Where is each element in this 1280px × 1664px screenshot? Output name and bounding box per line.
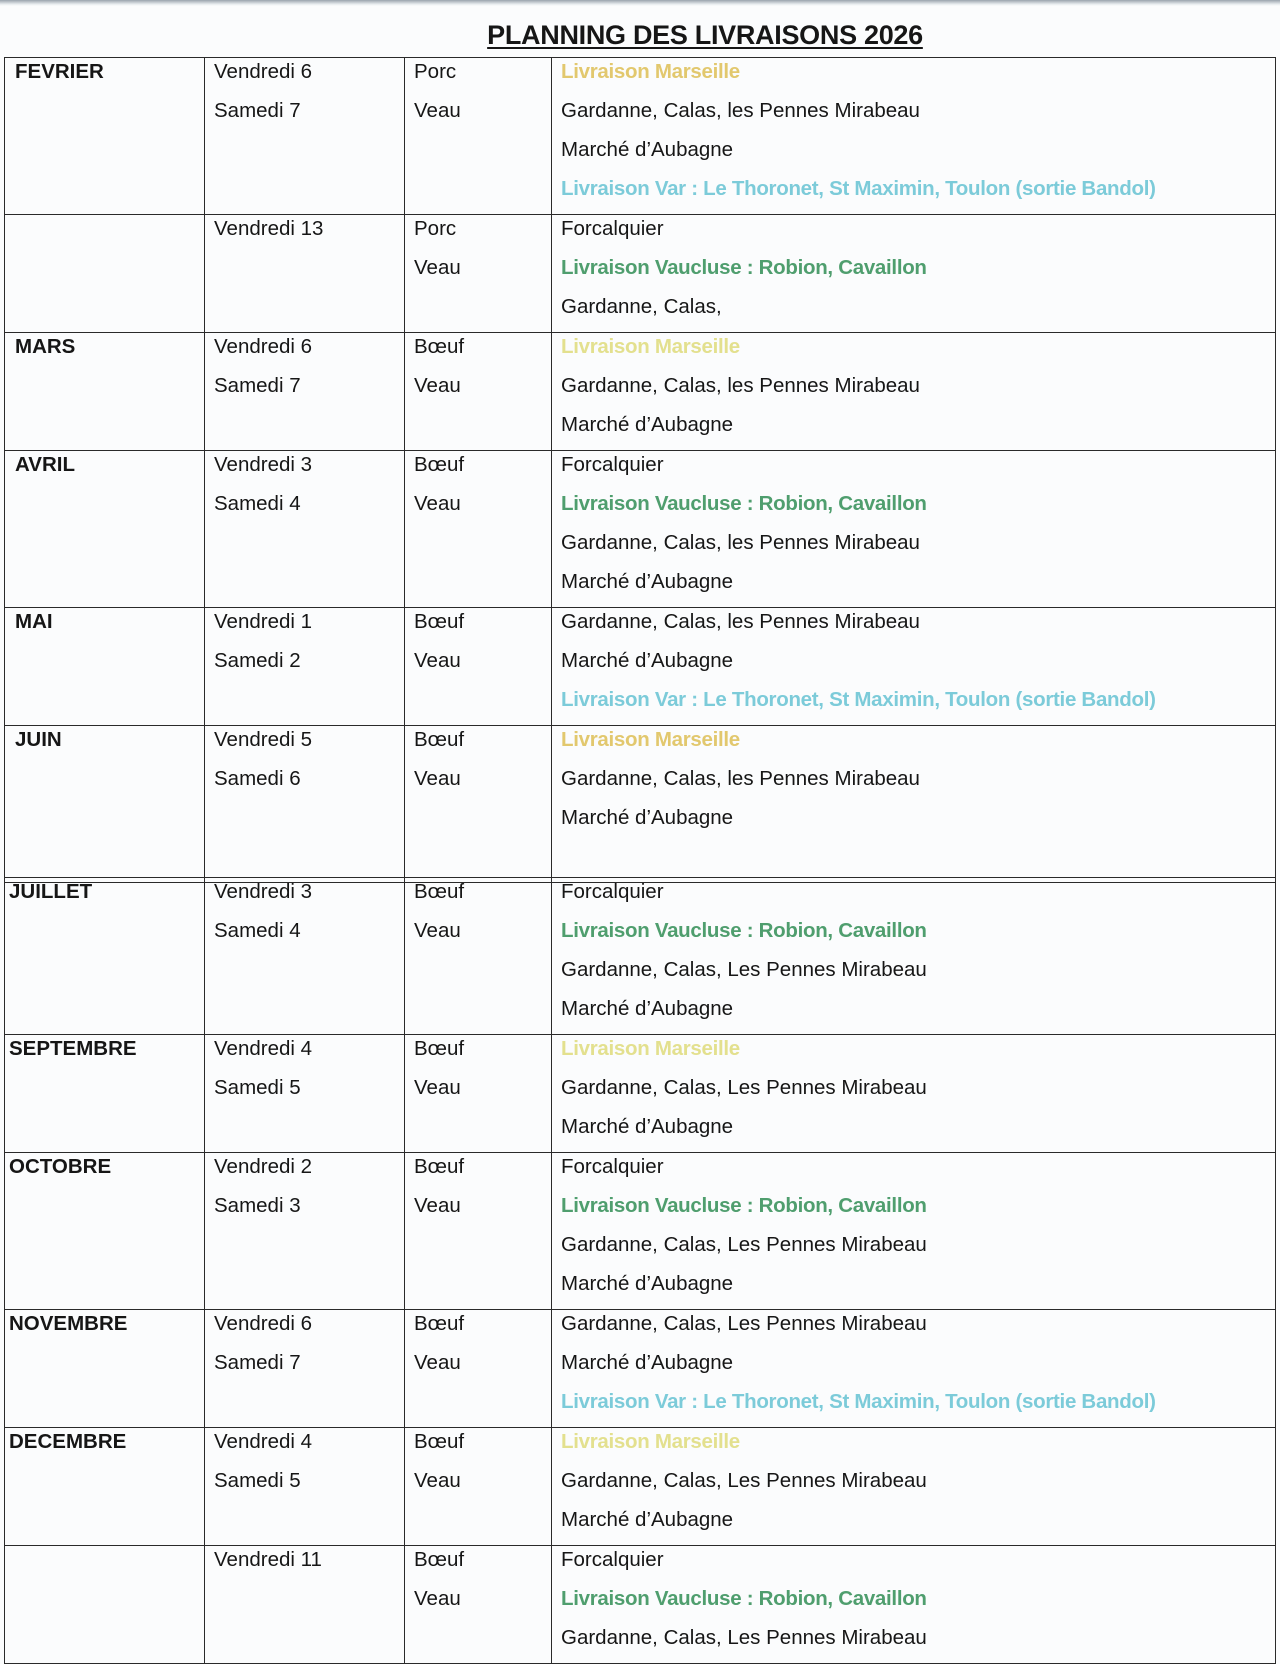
meat-cell: [405, 333, 552, 451]
month-cell: [5, 878, 205, 1035]
meat-type: Porc: [414, 60, 457, 83]
month-cell: [5, 608, 205, 726]
month-cell: [5, 726, 205, 883]
meat-type: Veau: [414, 256, 461, 279]
meat-cell: [405, 215, 552, 333]
month-cell: [5, 1035, 205, 1153]
delivery-stop: Marché d’Aubagne: [561, 413, 734, 436]
delivery-date: Samedi 6: [214, 767, 301, 790]
delivery-date: Vendredi 6: [214, 60, 313, 83]
month-label: OCTOBRE: [9, 1155, 112, 1178]
delivery-date: Samedi 4: [214, 919, 301, 942]
delivery-date: Vendredi 2: [214, 1155, 313, 1178]
route-cell: [552, 1310, 1276, 1428]
delivery-date: Samedi 3: [214, 1194, 301, 1217]
page-title: [0, 20, 1280, 51]
delivery-date: Vendredi 3: [214, 880, 313, 903]
delivery-stop: Marché d’Aubagne: [561, 138, 734, 161]
schedule-row: [5, 333, 1276, 451]
meat-cell: [405, 451, 552, 608]
delivery-stop: Marché d’Aubagne: [561, 806, 734, 829]
dates-cell: [205, 1035, 405, 1153]
meat-cell: [405, 1153, 552, 1310]
meat-type: Veau: [414, 1076, 461, 1099]
delivery-stop: Livraison Vaucluse : Robion, Cavaillon: [561, 492, 927, 515]
delivery-stop: Livraison Var : Le Thoronet, St Maximin, Toulon (sortie Bandol): [561, 1390, 1156, 1413]
dates-cell: [205, 878, 405, 1035]
dates-cell: [205, 1546, 405, 1664]
month-label: MARS: [15, 335, 76, 358]
meat-type: Bœuf: [414, 1548, 465, 1571]
meat-type: Bœuf: [414, 1312, 465, 1335]
schedule-row: [5, 726, 1276, 883]
delivery-stop: Gardanne, Calas, Les Pennes Mirabeau: [561, 1469, 927, 1492]
meat-type: Veau: [414, 767, 461, 790]
delivery-date: Samedi 5: [214, 1076, 301, 1099]
delivery-stop: Gardanne, Calas, les Pennes Mirabeau: [561, 374, 920, 397]
meat-type: Veau: [414, 1587, 461, 1610]
delivery-date: Samedi 5: [214, 1469, 301, 1492]
schedule-row: [5, 1546, 1276, 1664]
delivery-stop: Livraison Marseille: [561, 60, 740, 83]
delivery-stop: Gardanne, Calas, les Pennes Mirabeau: [561, 531, 920, 554]
dates-cell: [205, 215, 405, 333]
schedule-row: [5, 58, 1276, 215]
delivery-date: Vendredi 11: [214, 1548, 322, 1571]
meat-type: Bœuf: [414, 610, 465, 633]
meat-type: Bœuf: [414, 1037, 465, 1060]
delivery-stop: Gardanne, Calas, Les Pennes Mirabeau: [561, 1312, 927, 1335]
meat-type: Bœuf: [414, 335, 465, 358]
meat-cell: [405, 1428, 552, 1546]
delivery-stop: Livraison Var : Le Thoronet, St Maximin, Toulon (sortie Bandol): [561, 177, 1156, 200]
month-label: [5, 215, 204, 254]
delivery-stop: Forcalquier: [561, 453, 664, 476]
delivery-stop: Gardanne, Calas, les Pennes Mirabeau: [561, 610, 920, 633]
route-cell: [552, 451, 1276, 608]
month-cell: [5, 333, 205, 451]
delivery-stop: Gardanne, Calas, Les Pennes Mirabeau: [561, 958, 927, 981]
month-label: NOVEMBRE: [9, 1312, 128, 1335]
meat-type: Veau: [414, 492, 461, 515]
schedule-table-part-2: [4, 877, 1276, 1664]
meat-cell: [405, 726, 552, 883]
meat-type: Veau: [414, 1351, 461, 1374]
delivery-stop: Marché d’Aubagne: [561, 1115, 734, 1138]
month-cell: [5, 1546, 205, 1664]
delivery-stop: Livraison Vaucluse : Robion, Cavaillon: [561, 919, 927, 942]
meat-cell: [405, 1546, 552, 1664]
delivery-date: Vendredi 4: [214, 1430, 313, 1453]
schedule-row: [5, 1310, 1276, 1428]
page-title-text: PLANNING DES LIVRAISONS 2026: [487, 20, 923, 50]
delivery-date: Vendredi 4: [214, 1037, 313, 1060]
delivery-stop: Marché d’Aubagne: [561, 1508, 734, 1531]
month-label: AVRIL: [15, 453, 75, 476]
meat-type: Bœuf: [414, 880, 465, 903]
route-cell: [552, 1428, 1276, 1546]
schedule-row: [5, 608, 1276, 726]
route-cell: [552, 215, 1276, 333]
delivery-date: Samedi 2: [214, 649, 301, 672]
schedule-table-part-1: [4, 57, 1276, 883]
dates-cell: [205, 608, 405, 726]
delivery-date: Samedi 7: [214, 1351, 301, 1374]
meat-type: Bœuf: [414, 1430, 465, 1453]
delivery-stop: Marché d’Aubagne: [561, 1272, 734, 1295]
delivery-stop: Livraison Marseille: [561, 728, 740, 751]
dates-cell: [205, 333, 405, 451]
delivery-date: Samedi 7: [214, 99, 301, 122]
meat-cell: [405, 608, 552, 726]
delivery-stop: Livraison Marseille: [561, 1037, 740, 1060]
delivery-stop: Livraison Marseille: [561, 1430, 740, 1453]
month-label: [5, 1546, 204, 1585]
meat-type: Bœuf: [414, 728, 465, 751]
schedule-row: [5, 215, 1276, 333]
delivery-stop: Livraison Vaucluse : Robion, Cavaillon: [561, 256, 927, 279]
month-cell: [5, 1310, 205, 1428]
schedule-row: [5, 878, 1276, 1035]
delivery-date: Vendredi 3: [214, 453, 313, 476]
route-cell: [552, 58, 1276, 215]
delivery-stop: Livraison Vaucluse : Robion, Cavaillon: [561, 1194, 927, 1217]
delivery-stop: Gardanne, Calas, les Pennes Mirabeau: [561, 767, 920, 790]
month-label: DECEMBRE: [9, 1430, 127, 1453]
meat-type: Veau: [414, 374, 461, 397]
meat-type: Bœuf: [414, 1155, 465, 1178]
meat-cell: [405, 878, 552, 1035]
scan-edge-shadow: [0, 0, 1280, 6]
route-cell: [552, 608, 1276, 726]
delivery-date: Vendredi 6: [214, 335, 313, 358]
meat-type: Veau: [414, 919, 461, 942]
delivery-stop: Gardanne, Calas, les Pennes Mirabeau: [561, 99, 920, 122]
dates-cell: [205, 1310, 405, 1428]
delivery-date: Vendredi 13: [214, 217, 324, 240]
delivery-stop: Marché d’Aubagne: [561, 1351, 734, 1374]
delivery-stop: Forcalquier: [561, 880, 664, 903]
schedule-row: [5, 451, 1276, 608]
route-cell: [552, 878, 1276, 1035]
delivery-stop: Gardanne, Calas, Les Pennes Mirabeau: [561, 1626, 927, 1649]
route-cell: [552, 1035, 1276, 1153]
delivery-date: Samedi 4: [214, 492, 301, 515]
month-cell: [5, 451, 205, 608]
delivery-stop: Forcalquier: [561, 1155, 664, 1178]
route-cell: [552, 726, 1276, 883]
meat-type: Porc: [414, 217, 457, 240]
dates-cell: [205, 451, 405, 608]
meat-type: Veau: [414, 649, 461, 672]
meat-cell: [405, 1310, 552, 1428]
route-cell: [552, 1546, 1276, 1664]
dates-cell: [205, 1428, 405, 1546]
dates-cell: [205, 58, 405, 215]
month-cell: [5, 1153, 205, 1310]
delivery-stop: Forcalquier: [561, 217, 664, 240]
schedule-row: [5, 1428, 1276, 1546]
month-label: SEPTEMBRE: [9, 1037, 137, 1060]
delivery-stop: Livraison Vaucluse : Robion, Cavaillon: [561, 1587, 927, 1610]
delivery-stop: Marché d’Aubagne: [561, 997, 734, 1020]
dates-cell: [205, 1153, 405, 1310]
meat-cell: [405, 1035, 552, 1153]
dates-cell: [205, 726, 405, 883]
month-cell: [5, 1428, 205, 1546]
month-cell: [5, 58, 205, 215]
meat-type: Bœuf: [414, 453, 465, 476]
delivery-date: Samedi 7: [214, 374, 301, 397]
meat-type: Veau: [414, 1194, 461, 1217]
meat-type: Veau: [414, 1469, 461, 1492]
month-label: JUILLET: [9, 880, 93, 903]
route-cell: [552, 1153, 1276, 1310]
delivery-stop: Livraison Marseille: [561, 335, 740, 358]
delivery-stop: Marché d’Aubagne: [561, 570, 734, 593]
delivery-stop: Marché d’Aubagne: [561, 649, 734, 672]
delivery-stop: Gardanne, Calas,: [561, 295, 722, 318]
schedule-row: [5, 1153, 1276, 1310]
delivery-date: Vendredi 5: [214, 728, 313, 751]
month-label: MAI: [15, 610, 53, 633]
schedule-row: [5, 1035, 1276, 1153]
delivery-date: Vendredi 1: [214, 610, 313, 633]
delivery-stop: Gardanne, Calas, Les Pennes Mirabeau: [561, 1233, 927, 1256]
delivery-date: Vendredi 6: [214, 1312, 313, 1335]
delivery-stop: Forcalquier: [561, 1548, 664, 1571]
month-cell: [5, 215, 205, 333]
month-label: FEVRIER: [15, 60, 104, 83]
month-label: JUIN: [15, 728, 62, 751]
delivery-stop: Gardanne, Calas, Les Pennes Mirabeau: [561, 1076, 927, 1099]
delivery-stop: Livraison Var : Le Thoronet, St Maximin, Toulon (sortie Bandol): [561, 688, 1156, 711]
meat-cell: [405, 58, 552, 215]
meat-type: Veau: [414, 99, 461, 122]
route-cell: [552, 333, 1276, 451]
